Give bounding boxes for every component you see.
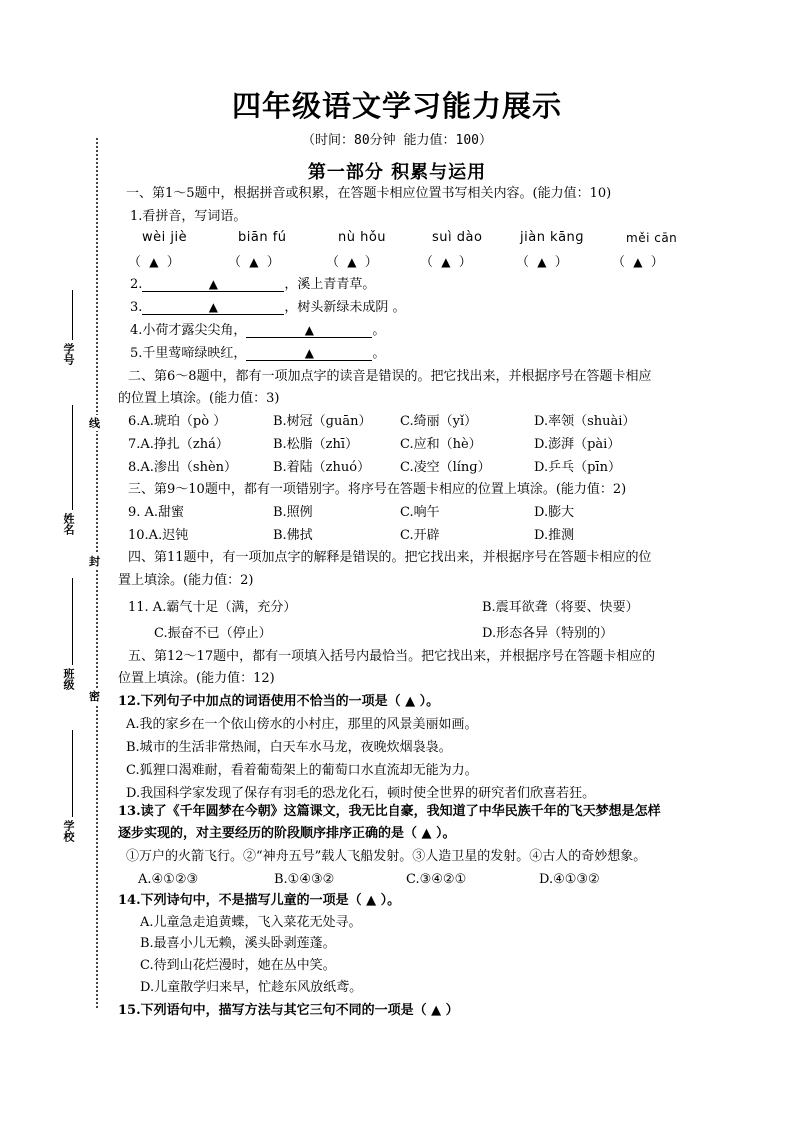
q3-line: 3. ▲ ，树头新绿未成阴 。 <box>130 300 406 315</box>
pinyin-answer-4[interactable]: （ ▲ ） <box>420 255 472 270</box>
banji-field-line[interactable] <box>72 578 73 665</box>
q5-answer-blank[interactable]: ▲ <box>246 347 372 361</box>
xingming-label: 姓名 <box>62 513 75 535</box>
seal-feng-label: 封 <box>89 555 100 568</box>
q11-option-d[interactable]: D.形态各异（特别的） <box>482 626 614 641</box>
q13-option-a[interactable]: A.④①②③ <box>138 872 199 887</box>
q2-line: 2. ▲ ，溪上青青草。 <box>130 277 376 292</box>
q2-answer-blank[interactable]: ▲ <box>142 278 284 292</box>
q10-option-c[interactable]: C.开辟 <box>400 528 440 543</box>
q15-stem: 15.下列语句中，描写方法与其它三句不同的一项是（ ▲ ） <box>118 1003 459 1018</box>
pinyin-4: suì dào <box>432 230 483 245</box>
q13-stem-line1: 13.读了《千年圆梦在今朝》这篇课文，我无比自豪，我知道了中华民族千年的飞天梦想是怎样 <box>118 804 661 819</box>
q5-line: 5.千里莺啼绿映红， ▲ 。 <box>130 346 386 361</box>
binding-dotted-line <box>96 138 98 1008</box>
banji-label: 班级 <box>62 668 75 690</box>
q7-option-a[interactable]: 7.A.挣扎（zhá） <box>128 437 229 452</box>
q12-option-c[interactable]: C.狐狸口渴难耐，看着葡萄架上的葡萄口水直流却无能为力。 <box>126 763 478 778</box>
q6-option-b[interactable]: B.树冠（ɡuān） <box>273 414 372 429</box>
q14-stem: 14.下列诗句中，不是描写儿童的一项是（ ▲ ）。 <box>118 893 401 908</box>
q8-option-c[interactable]: C.凌空（línɡ） <box>400 460 491 475</box>
q3-answer-blank[interactable]: ▲ <box>142 301 284 315</box>
q9-option-b[interactable]: B.照例 <box>273 505 313 520</box>
q12-option-d[interactable]: D.我国科学家发现了保存有羽毛的恐龙化石，顿时使全世界的研究者们欣喜若狂。 <box>126 786 596 801</box>
q14-option-a[interactable]: A.儿童急走追黄蝶，飞入菜花无处寻。 <box>140 915 362 930</box>
section-two-header-line2: 的位置上填涂。(能力值：3) <box>118 391 280 406</box>
section-two-header-line1: 二、第6～8题中，都有一项加点字的读音是错误的。把它找出来，并根据序号在答题卡相应 <box>128 369 652 384</box>
q11-option-b[interactable]: B.震耳欲聋（将要、快要） <box>482 600 639 615</box>
q12-stem: 12.下列句子中加点的词语使用不恰当的一项是（ ▲ ）。 <box>118 694 440 709</box>
q13-option-c[interactable]: C.③④②① <box>406 872 467 887</box>
xuehao-field-line[interactable] <box>72 290 73 340</box>
xingming-field-line[interactable] <box>72 405 73 510</box>
q1-label: 1.看拼音，写词语。 <box>130 209 247 224</box>
section-five-header-line2: 位置上填涂。(能力值：12) <box>118 671 275 686</box>
q8-option-d[interactable]: D.乒乓（pīn） <box>534 460 621 475</box>
q14-option-c[interactable]: C.待到山花烂漫时，她在丛中笑。 <box>140 958 336 973</box>
q7-option-d[interactable]: D.澎湃（pài） <box>534 437 621 452</box>
xuexiao-label: 学校 <box>62 820 75 842</box>
pinyin-6: měi cān <box>626 231 678 245</box>
q7-option-c[interactable]: C.应和（hè） <box>400 437 482 452</box>
q9-option-a[interactable]: 9. A.甜蜜 <box>128 505 185 520</box>
q8-option-b[interactable]: B.着陆（zhuó） <box>273 460 371 475</box>
q10-option-a[interactable]: 10.A.迟钝 <box>128 528 189 543</box>
q4-line: 4.小荷才露尖尖角， ▲ 。 <box>130 323 386 338</box>
q7-option-b[interactable]: B.松脂（zhī） <box>273 437 359 452</box>
pinyin-answer-5[interactable]: （ ▲ ） <box>516 255 568 270</box>
q9-option-d[interactable]: D.膨大 <box>534 505 575 520</box>
seal-mi-label: 密 <box>89 690 100 703</box>
q13-option-d[interactable]: D.④①③② <box>539 872 600 887</box>
q6-option-c[interactable]: C.绮丽（yǐ） <box>400 414 478 429</box>
exam-subtitle: （时间：80分钟 能力值：100） <box>302 133 492 148</box>
q14-option-d[interactable]: D.儿童散学归来早，忙趁东风放纸鸢。 <box>140 980 363 995</box>
pinyin-answer-2[interactable]: （ ▲ ） <box>228 255 280 270</box>
q14-option-b[interactable]: B.最喜小儿无赖，溪头卧剥莲蓬。 <box>140 936 336 951</box>
q12-option-b[interactable]: B.城市的生活非常热闹，白天车水马龙，夜晚炊烟袅袅。 <box>126 740 452 755</box>
part-one-title: 第一部分 积累与运用 <box>307 162 487 183</box>
pinyin-answer-1[interactable]: （ ▲ ） <box>128 255 180 270</box>
q4-answer-blank[interactable]: ▲ <box>246 324 372 338</box>
q13-items: ①万户的火箭飞行。②“神舟五号”载人飞船发射。③人造卫星的发射。④古人的奇妙想象。 <box>126 849 647 864</box>
q11-option-c[interactable]: C.振奋不已（停止） <box>154 626 272 641</box>
pinyin-answer-6[interactable]: （ ▲ ） <box>612 255 664 270</box>
pinyin-2: biān fú <box>238 230 287 245</box>
page-title: 四年级语文学习能力展示 <box>231 89 562 123</box>
pinyin-1: wèi jiè <box>142 230 188 245</box>
q10-option-d[interactable]: D.推测 <box>534 528 575 543</box>
q11-option-a[interactable]: 11. A.霸气十足（满，充分） <box>128 600 297 615</box>
q6-option-d[interactable]: D.率领（shuài） <box>534 414 636 429</box>
pinyin-answer-3[interactable]: （ ▲ ） <box>326 255 378 270</box>
xuexiao-field-line[interactable] <box>72 730 73 817</box>
seal-xian-label: 线 <box>89 417 100 430</box>
pinyin-5: jiàn kānɡ <box>520 230 585 245</box>
section-four-header-line2: 置上填涂。(能力值：2) <box>118 573 254 588</box>
q13-option-b[interactable]: B.①④③② <box>274 872 335 887</box>
section-five-header-line1: 五、第12～17题中，都有一项填入括号内最恰当。把它找出来，并根据序号在答题卡相应的 <box>128 649 656 664</box>
pinyin-3: nù hǒu <box>338 230 387 245</box>
section-one-header: 一、第1～5题中，根据拼音或积累，在答题卡相应位置书写相关内容。(能力值：10) <box>126 186 612 201</box>
section-four-header-line1: 四、第11题中，有一项加点字的解释是错误的。把它找出来，并根据序号在答题卡相应的位 <box>128 550 652 565</box>
q10-option-b[interactable]: B.佛拭 <box>273 528 313 543</box>
xuehao-label: 学号 <box>62 343 75 365</box>
q12-option-a[interactable]: A.我的家乡在一个依山傍水的小村庄，那里的风景美丽如画。 <box>126 717 478 732</box>
q13-stem-line2: 逐步实现的，对主要经历的阶段顺序排序正确的是（ ▲ ）。 <box>118 826 456 841</box>
section-three-header: 三、第9～10题中，都有一项错别字。将序号在答题卡相应的位置上填涂。(能力值：2) <box>128 482 627 497</box>
q6-option-a[interactable]: 6.A.琥珀（pò ） <box>128 414 227 429</box>
q8-option-a[interactable]: 8.A.渗出（shèn） <box>128 460 238 475</box>
q9-option-c[interactable]: C.响午 <box>400 505 440 520</box>
